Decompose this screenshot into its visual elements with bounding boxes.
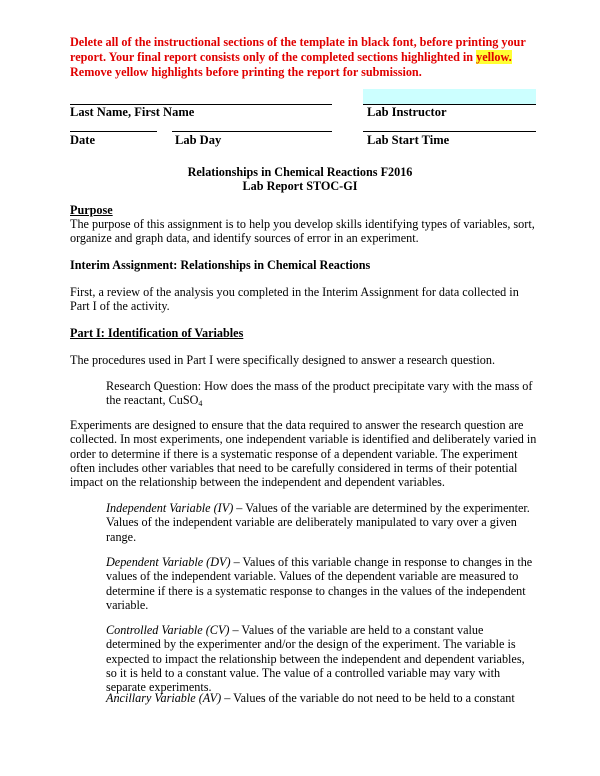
variable-definition: – Values of this variable change in response to changes in the values of the independent variable. Values of the dependent variable are measured to determine if there is a systematic response to changes in the values of the independent variable. (106, 555, 533, 612)
independent-variable-def (106, 501, 538, 544)
research-question (106, 379, 538, 408)
variable-definition: – Values of the variable are determined by the experimenter. Values of the independent variable are deliberately manipulated to vary over a given range. (106, 501, 530, 544)
notice-text-1: Delete all of the instructional sections of the template in black font, before printing your report. Your final report consists only of the completed sections highlighted in (70, 35, 526, 64)
start-time-line (363, 131, 536, 132)
experiments-text: Experiments are designed to ensure that the data required to answer the research question are collected. In most experiments, one independent variable is identified and deliberately varied in order to determine if there is a systematic response of a dependent variable. The experiment often includes other variables that need to be carefully considered in terms of their potential impact on the relationship between the independent and dependent variables. (70, 418, 537, 490)
date-line (70, 131, 157, 132)
variable-term: Independent Variable (IV) (106, 501, 234, 515)
ancillary-variable-def (106, 691, 538, 705)
dependent-variable-def (106, 555, 538, 612)
instruction-notice (70, 35, 540, 80)
lab-day-label: Lab Day (175, 133, 222, 147)
variable-term: Ancillary Variable (AV) (106, 691, 222, 705)
variable-definition: – Values of the variable are held to a constant value determined by the experimenter and/or the design of the experiment. The variable is expected to impact the relationship between the independent and dependent variables, so it is held to a constant value. The value of a controlled variable may vary with separate experiments. (106, 623, 525, 695)
interim-heading: Interim Assignment: Relationships in Chemical Reactions (70, 258, 371, 272)
interim-text: First, a review of the analysis you completed in the Interim Assignment for data collected in Part I of the activity. (70, 285, 519, 314)
research-question-subscript: 4 (198, 399, 203, 409)
part1-heading: Part I: Identification of Variables (70, 326, 244, 340)
notice-text-2: Remove yellow highlights before printing the report for submission. (70, 65, 422, 79)
start-time-label: Lab Start Time (367, 133, 450, 147)
purpose-text: The purpose of this assignment is to help you develop skills identifying types of variables, sort, organize and graph data, and identify sources of error in an experiment. (70, 217, 535, 246)
part1-intro: The procedures used in Part I were specifically designed to answer a research question. (70, 353, 496, 367)
yellow-highlight-word: yellow. (476, 50, 512, 64)
purpose-heading: Purpose (70, 203, 113, 217)
variable-term: Controlled Variable (CV) (106, 623, 230, 637)
name-label: Last Name, First Name (70, 105, 195, 119)
report-subtitle: Lab Report STOC-GI (242, 179, 358, 193)
variable-term: Dependent Variable (DV) (106, 555, 231, 569)
report-title: Relationships in Chemical Reactions F2016 (187, 165, 413, 179)
instructor-highlight-box (363, 89, 536, 104)
lab-day-line (172, 131, 332, 132)
controlled-variable-def (106, 623, 538, 694)
variable-definition: – Values of the variable do not need to be held to a constant (221, 691, 515, 705)
research-question-text: Research Question: How does the mass of the product precipitate vary with the mass of the reactant, CuSO (106, 379, 533, 408)
instructor-label: Lab Instructor (367, 105, 447, 119)
date-label: Date (70, 133, 95, 147)
